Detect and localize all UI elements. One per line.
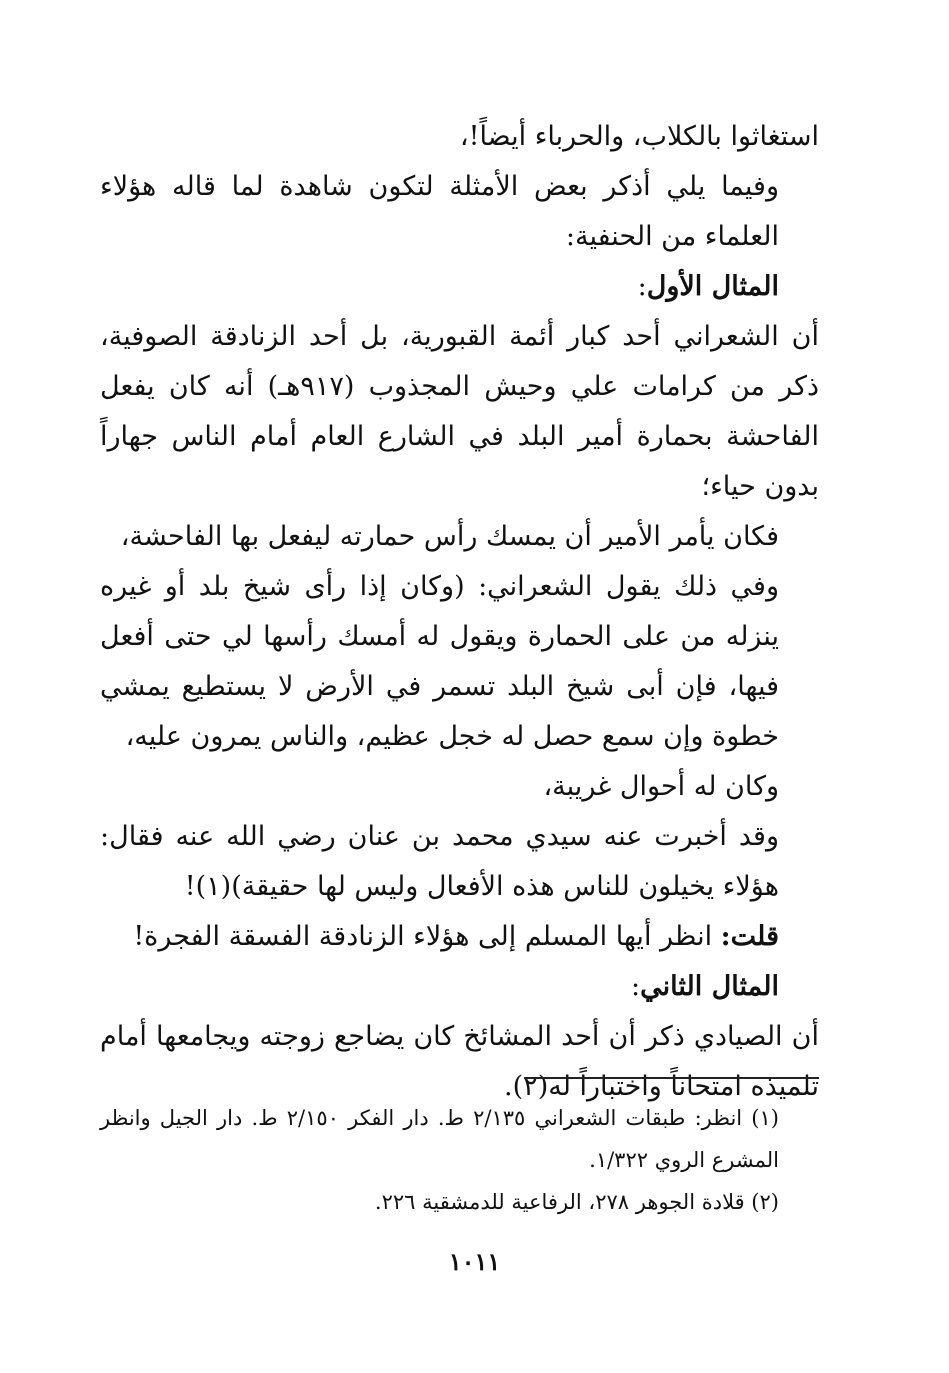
paragraph-7: وكان له أحوال غريبة، xyxy=(543,771,779,802)
footnote-divider xyxy=(524,1077,819,1079)
page-number: ١٠١١ xyxy=(448,1247,501,1276)
paragraph-11: أن الصيادي ذكر أن أحد المشائخ كان يضاجع زوجته ويجامعها أمام تلميذه امتحاناً واختباراً له(٢). xyxy=(100,1021,819,1102)
main-text xyxy=(100,112,819,1112)
footnotes xyxy=(100,1097,819,1223)
heading-example-1: المثال الأول: xyxy=(637,271,779,302)
paragraph-4: أن الشعراني أحد كبار أئمة القبورية، بل أحد الزنادقة الصوفية، ذكر من كرامات علي وحيش المجذوب (٩١٧هـ) أنه كان يفعل الفاحشة بحمارة أمير البلد في الشارع العام أمام الناس جهاراً بدون حياء؛ xyxy=(100,321,819,502)
paragraph-2: وفيما يلي أذكر بعض الأمثلة لتكون شاهدة لما قاله هؤلاء العلماء من الحنفية: xyxy=(100,171,779,252)
footnote-1: (١) انظر: طبقات الشعراني ٢/١٣٥ ط. دار الفكر ٢/١٥٠ ط. دار الجيل وانظر المشرع الروي ١/٣٢٢. xyxy=(100,1106,779,1172)
heading-example-2: المثال الثاني: xyxy=(631,971,779,1002)
footnote-2: (٢) قلادة الجوهر ٢٧٨، الرفاعية للدمشقية ٢٢٦. xyxy=(374,1190,779,1214)
paragraph-8: وقد أخبرت عنه سيدي محمد بن عنان رضي الله عنه فقال: هؤلاء يخيلون للناس هذه الأفعال وليس لها حقيقة)(١)! xyxy=(100,821,779,902)
paragraph-1: استغاثوا بالكلاب، والحرباء أيضاً!، xyxy=(459,121,819,152)
paragraph-9: قلت: انظر أيها المسلم إلى هؤلاء الزنادقة الفسقة الفجرة! xyxy=(133,921,779,952)
paragraph-5: فكان يأمر الأمير أن يمسك رأس حمارته ليفعل بها الفاحشة، xyxy=(120,521,779,552)
paragraph-6: وفي ذلك يقول الشعراني: (وكان إذا رأى شيخ بلد أو غيره ينزله من على الحمارة ويقول له أمسك رأسها لي حتى أفعل فيها، فإن أبى شيخ البلد تسمر في الأرض لا يستطيع يمشي خطوة وإن سمع حصل له خجل عظيم، والناس يمرون عليه، xyxy=(100,571,779,752)
